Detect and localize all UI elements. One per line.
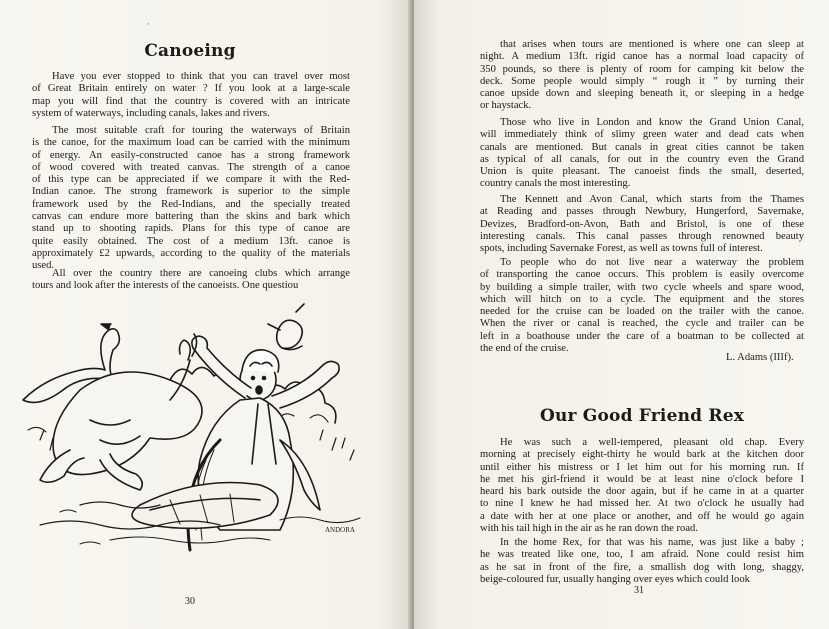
text-line: Union is quite pleasant. The canoeist finds the small, deserted, [480, 166, 804, 178]
text-line: quite easily obtained. The cost of a medium 13ft. canoe is [32, 235, 350, 247]
text-line: To people who do not live near a waterway the problem [500, 257, 804, 268]
paragraph-8 [480, 437, 804, 535]
paragraph-1 [32, 71, 350, 120]
right-page [414, 0, 829, 629]
text-line: of this type can be appreciated if we compare it with the Red- [32, 174, 350, 186]
text-line: deck. Some people would simply “ rough it ” by turning their [480, 75, 804, 87]
text-line: will immediately think of slimy green water and dead cats when [480, 129, 804, 141]
paragraph-3 [32, 268, 350, 293]
text-line: as he sat in front of the fire, a smallish dog with long, shaggy, [480, 561, 804, 573]
text-line: canoe upside down and sleeping beneath it, or sleeping in a hedge [480, 88, 804, 100]
text-line: by building a simple trailer, with two cycle wheels and spare wood, [480, 281, 804, 293]
text-line: system of waterways, including canals, lakes and rivers. [32, 107, 270, 119]
text-line: night. A medium 13ft. rigid canoe has a normal load capacity of [480, 51, 804, 63]
text-line: Indian canoe. The strong framework is superior to the simple [32, 186, 350, 198]
text-line: canvas can endure more battering than the skins and bark which [32, 211, 350, 223]
text-line: heard his bark outside the door again, but if he came in at a quarter [480, 486, 804, 498]
article-title: Our Good Friend Rex [539, 406, 745, 426]
text-line: In the home Rex, for that was his name, was just like a baby ; [500, 537, 804, 548]
paragraph-6 [480, 194, 804, 255]
text-line: a date with her at one place or another, and off he would go again [480, 510, 804, 522]
text-line: to nine I knew he had missed her. At two o'clock he usually had [480, 498, 804, 510]
text-line: The Kennett and Avon Canal, which starts from the Thames [500, 194, 804, 205]
text-line: of transporting the canoe occurs. This problem is easily overcome [480, 269, 804, 281]
left-page [0, 0, 412, 629]
text-line: morning at precisely eight-thirty he would bark at the kitchen door [480, 449, 804, 461]
text-line: country canals the most interesting. [480, 178, 631, 190]
ink-dot: · [147, 20, 150, 30]
text-line: stand up to shooting rapids. Plans for this type of canoe are [32, 223, 350, 235]
text-line: The most suitable craft for touring the waterways of Britain [52, 125, 350, 136]
text-line: of wood covered with treated canvas. The strength of a canoe [32, 161, 350, 173]
text-line: When the river or canal is reached, the cycle and trailer can be [480, 318, 804, 330]
text-line: Have you ever stopped to think that you can travel over most [52, 71, 350, 82]
text-line: beige-coloured fur, usually hanging over eyes which could look [480, 573, 750, 585]
text-line: he was treated like one, too, I am afraid. None could resist him [480, 549, 804, 561]
text-line: framework used by the Red-Indians, and the specially treated [32, 198, 350, 210]
illustration-signature: ANDORA [325, 526, 355, 534]
text-line: is the canoe, for the maximum load can be carried with the minimum [32, 137, 350, 149]
text-line: or haystack. [480, 100, 532, 112]
text-line: of Great Britain entirely on water ? If you look at a large-scale [32, 83, 350, 95]
text-line: map you will find that the country is covered with an intricate [32, 95, 350, 107]
paragraph-7 [480, 257, 804, 355]
text-line: until either his mistress or I let him out for his morning run. If [480, 461, 804, 473]
text-line: with his tail high in the air as he ran down the road. [480, 523, 699, 535]
text-line: the end of the cruise. [480, 343, 569, 355]
text-line: spots, including Savernake Forest, as well as towns full of interest. [480, 243, 763, 255]
page-title: Canoeing [144, 41, 236, 61]
text-line: canals are mentioned. But canals in great cities cannot be taken [480, 141, 804, 153]
paragraph-5 [480, 117, 804, 191]
text-line: at Reading and passes through Newbury, Hungerford, Savernake, [480, 206, 804, 218]
text-line: Devizes, Bradford-on-Avon, Bath and Bristol, is one of these [480, 218, 804, 230]
text-line: He was such a well-tempered, pleasant old chap. Every [500, 437, 804, 448]
paragraph-4 [480, 39, 804, 113]
text-line: interesting canals. This canal passes through renowned beauty [480, 230, 804, 242]
paragraph-9 [480, 537, 804, 586]
text-line: that arises when tours are mentioned is where one can sleep at [500, 39, 804, 50]
text-line: needed for the cruise can be loaded on the trailer with the canoe. [480, 306, 804, 318]
paragraph-2 [32, 125, 350, 273]
page-number-left: 30 [185, 596, 195, 607]
text-line: All over the country there are canoeing clubs which arrange [52, 268, 350, 279]
text-line: he met his girl-friend it would be at least nine o'clock before I [480, 473, 804, 485]
text-line: which will hitch on to a cycle. The equipment and the stores [480, 293, 804, 305]
text-line: as typical of all canals, for out in the country even the Grand [480, 153, 804, 165]
author-signature: L. Adams (IIIf). [726, 352, 794, 363]
text-line: left in a boathouse under the care of a boatman to be collected at [480, 330, 804, 342]
text-line: approximately £2 upwards, according to the quality of the materials [32, 247, 350, 259]
canoe-illustration [20, 300, 375, 562]
text-line: tours and look after the interests of the canoeists. One questiou [32, 280, 299, 292]
text-line: Those who live in London and know the Grand Union Canal, [500, 117, 804, 128]
text-line: of energy. An easily-constructed canoe has a strong framework [32, 149, 350, 161]
page-number-right: 31 [634, 585, 644, 596]
text-line: used. [32, 260, 55, 272]
text-line: 350 pounds, so there is plenty of room for camping kit below the [480, 63, 804, 75]
